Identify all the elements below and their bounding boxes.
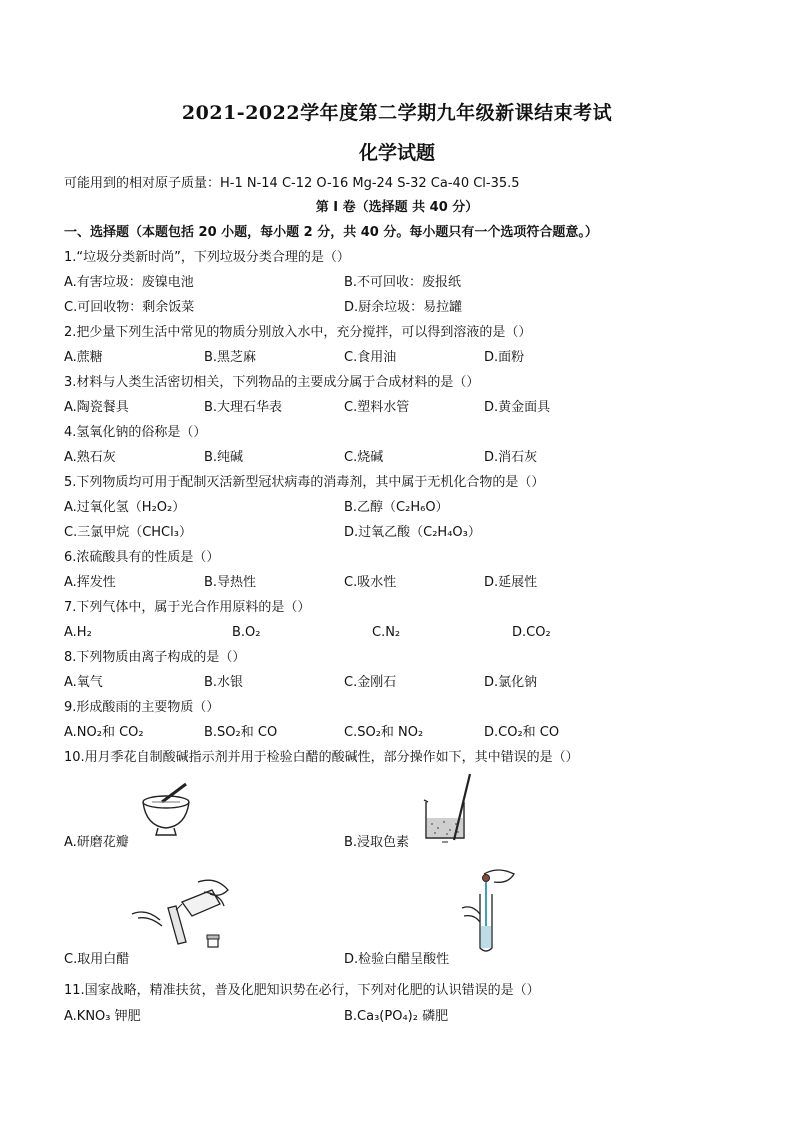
question-stem: 7.下列气体中，属于光合作用原料的是（） [64,600,311,615]
question-stem: 8.下列物质由离子构成的是（） [64,650,246,665]
option-a: A.蔗糖 [64,350,103,365]
option-b: B.纯碱 [204,450,244,465]
question-stem: 1.“垃圾分类新时尚”，下列垃圾分类合理的是（） [64,250,350,265]
option-a: A.KNO₃ 钾肥 [64,1009,141,1024]
option-d: D.消石灰 [484,450,538,465]
option-b: B.导热性 [204,575,257,590]
option-c: C.吸水性 [344,575,397,590]
option-d: D.氯化钠 [484,675,538,690]
option-a: A.有害垃圾：废镍电池 [64,275,194,290]
option-d: D.黄金面具 [484,400,551,415]
question-stem: 5.下列物质均可用于配制灭活新型冠状病毒的消毒剂，其中属于无机化合物的是（） [64,475,545,490]
option-c: C.SO₂和 NO₂ [344,725,424,740]
exam-subtitle: 化学试题 [358,142,435,164]
option-c: C.塑料水管 [344,400,410,415]
option-d: D.CO₂ [512,625,551,640]
option-b: B.SO₂和 CO [204,725,278,740]
question-stem: 4.氢氧化钠的俗称是（） [64,425,207,440]
question-stem: 3.材料与人类生活密切相关，下列物品的主要成分属于合成材料的是（） [64,375,480,390]
option-b: B.水银 [204,675,244,690]
option-a: A.氧气 [64,675,103,690]
question-stem: 2.把少量下列生活中常见的物质分别放入水中，充分搅拌，可以得到溶液的是（） [64,325,532,340]
atomic-masses: 可能用到的相对原子质量：H-1 N-14 C-12 O-16 Mg-24 S-32 Ca-40 Cl-35.5 [64,176,520,191]
option-d: D.延展性 [484,575,538,590]
option-a: A.H₂ [64,625,92,640]
option-d: D.面粉 [484,350,525,365]
exam-title: 2021-2022学年度第二学期九年级新课结束考试 [181,102,613,124]
test-tube-icon [454,864,526,956]
option-a: A.挥发性 [64,575,116,590]
option-d: D.厨余垃圾：易拉罐 [344,300,463,315]
figure-b-caption: B.浸取色素 [344,835,410,850]
option-c: C.食用油 [344,350,397,365]
option-d: D.过氧乙酸（C₂H₄O₃） [344,525,481,540]
option-b: B.乙醇（C₂H₆O） [344,500,449,515]
question-stem: 10.用月季花自制酸碱指示剂并用于检验白醋的酸碱性，部分操作如下，其中错误的是（） [64,750,579,765]
option-c: C.烧碱 [344,450,384,465]
option-b: B.Ca₃(PO₄)₂ 磷肥 [344,1009,449,1024]
figure-a-caption: A.研磨花瓣 [64,835,129,850]
pouring-icon [124,872,236,952]
option-c: C.金刚石 [344,675,397,690]
figure-d-caption: D.检验白醋呈酸性 [344,952,450,967]
option-b: B.黑芝麻 [204,350,257,365]
beaker-icon [418,772,478,844]
option-a: A.熟石灰 [64,450,116,465]
option-a: A.过氧化氢（H₂O₂） [64,500,186,515]
option-c: C.N₂ [372,625,401,640]
option-a: A.陶瓷餐具 [64,400,129,415]
mortar-icon [138,780,202,840]
question-stem: 6.浓硫酸具有的性质是（） [64,550,220,565]
option-c: C.三氯甲烷（CHCl₃） [64,525,192,540]
option-c: C.可回收物：剩余饭菜 [64,300,195,315]
section-title: 一、选择题（本题包括 20 小题，每小题 2 分，共 40 分。每小题只有一个选项符合题意。） [64,225,598,240]
option-b: B.不可回收：废报纸 [344,275,462,290]
question-stem: 11.国家战略，精准扶贫，普及化肥知识势在必行，下列对化肥的认识错误的是（） [64,983,540,998]
option-b: B.O₂ [232,625,261,640]
option-b: B.大理石华表 [204,400,283,415]
figure-c-caption: C.取用白醋 [64,952,130,967]
part-title: 第 I 卷（选择题 共 40 分） [315,200,479,215]
option-a: A.NO₂和 CO₂ [64,725,144,740]
option-d: D.CO₂和 CO [484,725,560,740]
question-stem: 9.形成酸雨的主要物质（） [64,700,220,715]
